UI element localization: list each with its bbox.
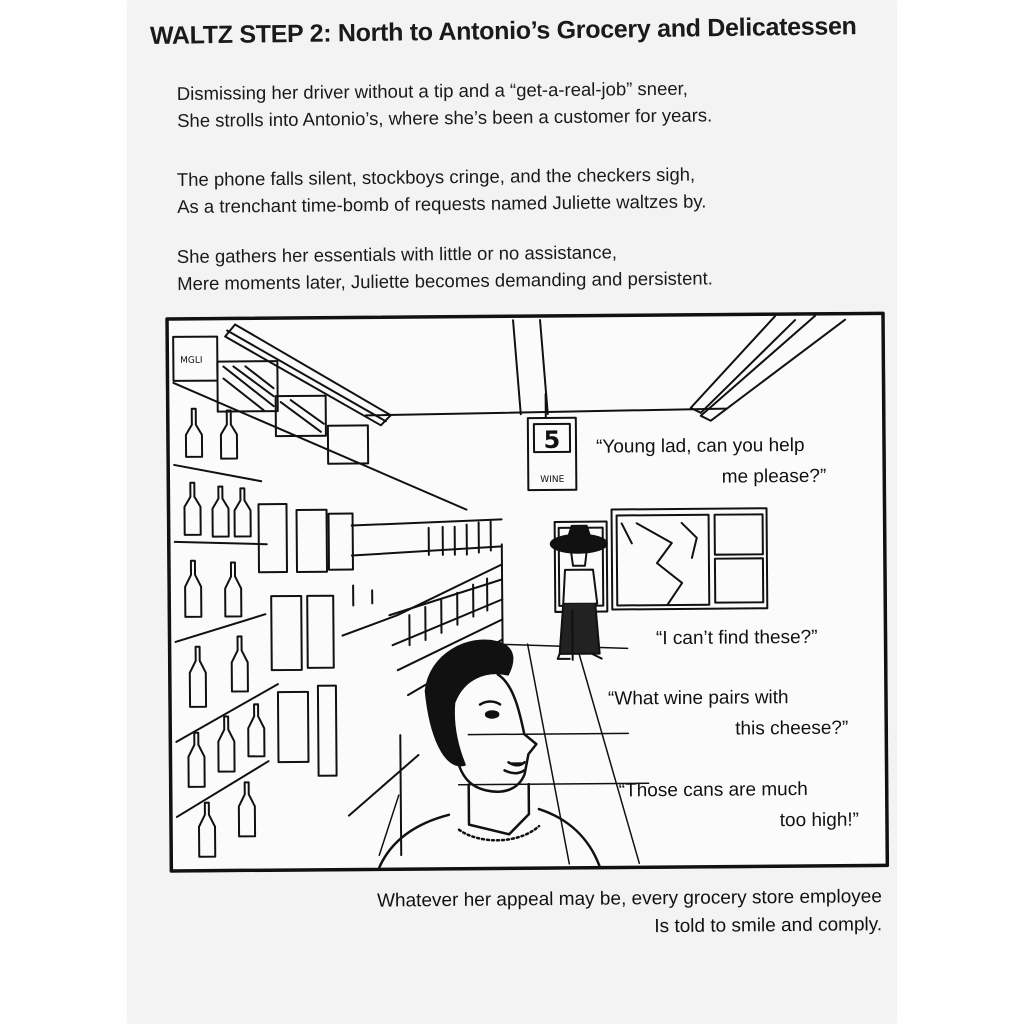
speech-line: too high!” [779, 809, 860, 832]
stanza-line: Mere moments later, Juliette becomes demanding and persistent. [177, 267, 713, 294]
stanza-3 [177, 237, 713, 297]
aisle-sign-text: WINE [540, 474, 565, 486]
stanza-line: As a trenchant time-bomb of requests named Juliette waltzes by. [177, 190, 707, 217]
aisle-sign-number: 5 [543, 425, 561, 455]
stanza-2 [177, 160, 707, 220]
speech-bubble-cans [619, 774, 859, 838]
speech-line: “Those cans are much [618, 778, 808, 802]
comic-panel [165, 311, 889, 873]
speech-bubble-wine [608, 682, 848, 746]
stanza-1 [177, 74, 713, 134]
speech-line: “Young lad, can you help [595, 434, 805, 458]
speech-bubble-help [596, 430, 826, 494]
stanza-line: She strolls into Antonio’s, where she’s been a customer for years. [177, 104, 713, 131]
stanza-line: Dismissing her driver without a tip and a “get-a-real-job” sneer, [176, 77, 688, 105]
speech-line: “I can’t find these?” [655, 626, 818, 650]
speech-bubble-find [607, 622, 817, 655]
page-footer [330, 883, 882, 944]
stanza-line: She gathers her essentials with little or no assistance, [176, 241, 618, 268]
speech-line: me please?” [721, 465, 827, 488]
speech-line: this cheese?” [735, 717, 849, 740]
speech-line: “What wine pairs with [607, 687, 789, 710]
page-title: WALTZ STEP 2: North to Antonio’s Grocery and Delicatessen [149, 12, 857, 50]
footer-line: Whatever her appeal may be, every grocery store employee [376, 886, 882, 912]
box-label: MGLI [180, 355, 203, 366]
footer-line: Is told to smile and comply. [654, 914, 883, 938]
stanza-line: The phone falls silent, stockboys cringe, and the checkers sigh, [176, 163, 696, 191]
